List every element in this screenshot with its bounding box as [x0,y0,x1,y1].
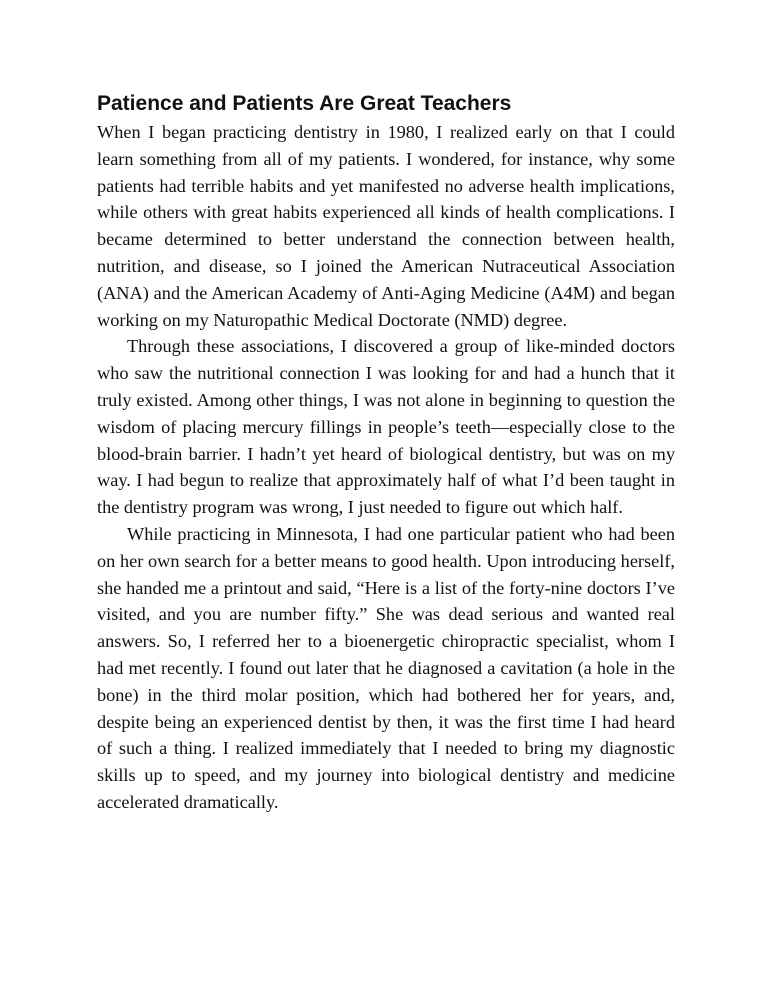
document-page [97,90,675,816]
section-heading: Patience and Patients Are Great Teachers [97,92,512,115]
paragraph-3: While practicing in Minnesota, I had one particular patient who had been on her own search for a better means to good health. Upon introducing herself, she handed me a printout and said, “Here is a list of the forty-nine doctors I’ve visited, and you are number fifty.” She was dead serious and wanted real answers. So, I referred her to a bioenergetic chiropractic specialist, whom I had met recently. I found out later that he diagnosed a cavitation (a hole in the bone) in the third molar position, which had bothered her for years, and, despite being an experienced dentist by then, it was the first time I had heard of such a thing. I realized immediately that I needed to bring my diagnostic skills up to speed, and my journey into biological dentistry and medicine accelerated dramatically. [97,523,675,812]
paragraph-2: Through these associations, I discovered a group of like-minded doctors who saw the nutritional connection I was looking for and had a hunch that it truly existed. Among other things, I was not alone in beginning to question the wisdom of placing mercury fillings in people’s teeth—especially close to the blood-brain barrier. I hadn’t yet heard of biological dentistry, but was on my way. I had begun to realize that approximately half of what I’d been taught in the dentistry program was wrong, I just needed to figure out which half. [97,336,675,518]
paragraph-1: When I began practicing dentistry in 1980, I realized early on that I could learn something from all of my patients. I wondered, for instance, why some patients had terrible habits and yet manifested no adverse health implications, while others with great habits experienced all kinds of health complications. I became determined to better understand the connection between health, nutrition, and disease, so I joined the American Nutraceutical Association (ANA) and the American Academy of Anti-Aging Medicine (A4M) and began working on my Naturopathic Medical Doctorate (NMD) degree. [97,122,675,330]
